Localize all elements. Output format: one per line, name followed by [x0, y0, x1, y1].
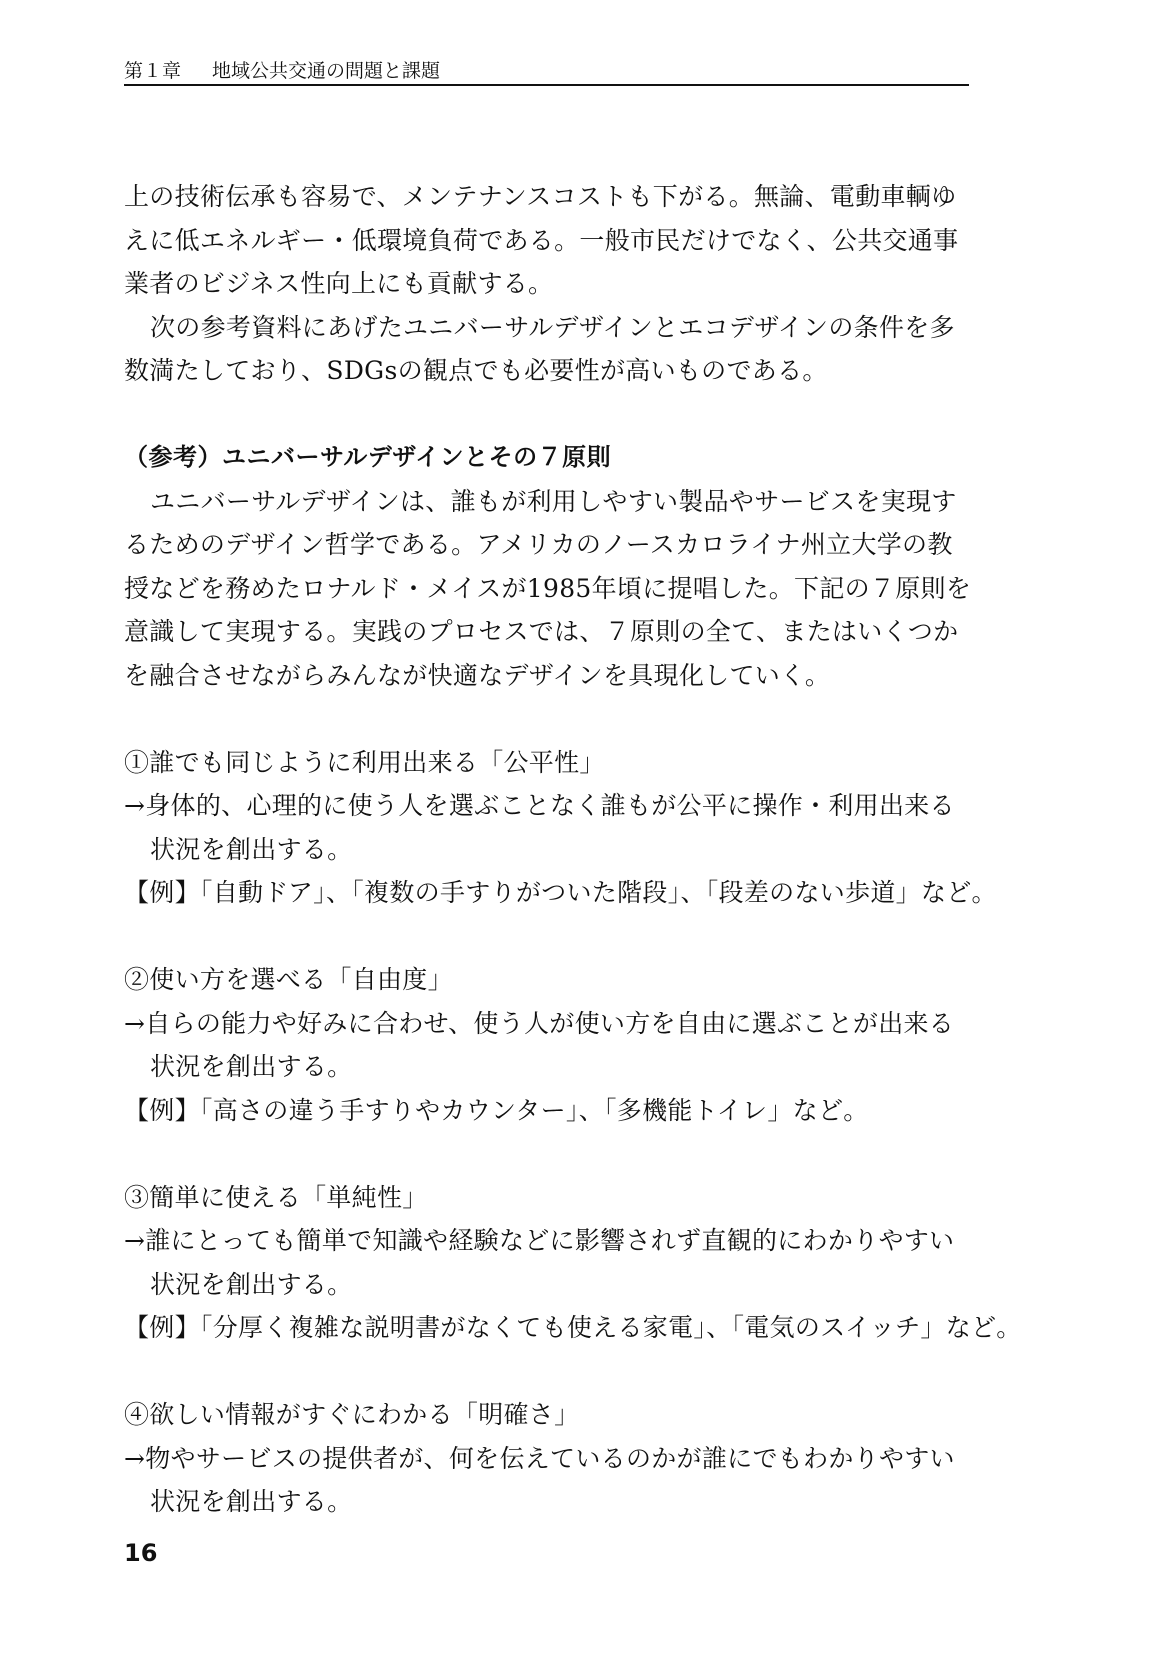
principle-example: 【例】「高さの違う手すりやカウンター」、「多機能トイレ」など。: [124, 1095, 869, 1125]
principle-title: ②使い方を選べる「自由度」: [124, 965, 453, 994]
body-text: [124, 175, 1022, 1524]
principle-description: 状況を創出する。: [150, 1487, 353, 1516]
spacer: [124, 915, 969, 959]
intro-line: 授などを務めたロナルド・メイスが1985年頃に提唱した。下記の７原則を: [124, 573, 972, 603]
chapter-label: 第１章: [124, 60, 182, 82]
principle-title: ④欲しい情報がすぐにわかる「明確さ」: [124, 1400, 580, 1429]
header-rule: [124, 84, 969, 86]
spacer: [124, 393, 969, 437]
intro-line: るためのデザイン哲学である。アメリカのノースカロライナ州立大学の教: [124, 530, 953, 559]
spacer: [124, 1350, 969, 1394]
intro-line: 意識して実現する。実践のプロセスでは、７原則の全て、またはいくつか: [124, 617, 959, 646]
principle-description: →誰にとっても簡単で知識や経験などに影響されず直観的にわかりやすい: [124, 1226, 955, 1255]
intro-line: を融合させながらみんなが快適なデザインを具現化していく。: [124, 660, 831, 690]
paragraph-line: 次の参考資料にあげたユニバーサルデザインとエコデザインの条件を多: [150, 312, 955, 342]
principle-description: 状況を創出する。: [150, 1269, 353, 1299]
paragraph-line: えに低エネルギー・低環境負荷である。一般市民だけでなく、公共交通事: [124, 225, 959, 255]
paragraph-line: 業者のビジネス性向上にも貢献する。: [124, 269, 554, 298]
spacer: [124, 1132, 969, 1176]
principle-description: 状況を創出する。: [150, 834, 353, 864]
principle-description: →自らの能力や好みに合わせ、使う人が使い方を自由に選ぶことが出来る: [124, 1008, 955, 1038]
principle-description: →物やサービスの提供者が、何を伝えているのかが誰にでもわかりやすい: [124, 1443, 955, 1473]
page-number: 16: [124, 1539, 158, 1567]
paragraph-line: 数満たしており、SDGsの観点でも必要性が高いものである。: [124, 356, 828, 385]
intro-line: ユニバーサルデザインは、誰もが利用しやすい製品やサービスを実現す: [150, 486, 957, 516]
principle-description: →身体的、心理的に使う人を選ぶことなく誰もが公平に操作・利用出来る: [124, 791, 955, 820]
paragraph-line: 上の技術伝承も容易で、メンテナンスコストも下がる。無論、電動車輌ゆ: [124, 182, 957, 211]
spacer: [124, 697, 969, 741]
chapter-title: 地域公共交通の問題と課題: [212, 60, 441, 82]
principle-title: ①誰でも同じように利用出来る「公平性」: [124, 747, 605, 777]
principle-example: 【例】「自動ドア」、「複数の手すりがついた階段」、「段差のない歩道」など。: [124, 878, 997, 907]
section-heading: （参考）ユニバーサルデザインとその７原則: [124, 443, 612, 471]
principle-description: 状況を創出する。: [150, 1052, 353, 1081]
principle-title: ③簡単に使える「単純性」: [124, 1182, 428, 1212]
running-header: [124, 58, 969, 84]
principle-example: 【例】「分厚く複雑な説明書がなくても使える家電」、「電気のスイッチ」など。: [124, 1313, 1022, 1342]
